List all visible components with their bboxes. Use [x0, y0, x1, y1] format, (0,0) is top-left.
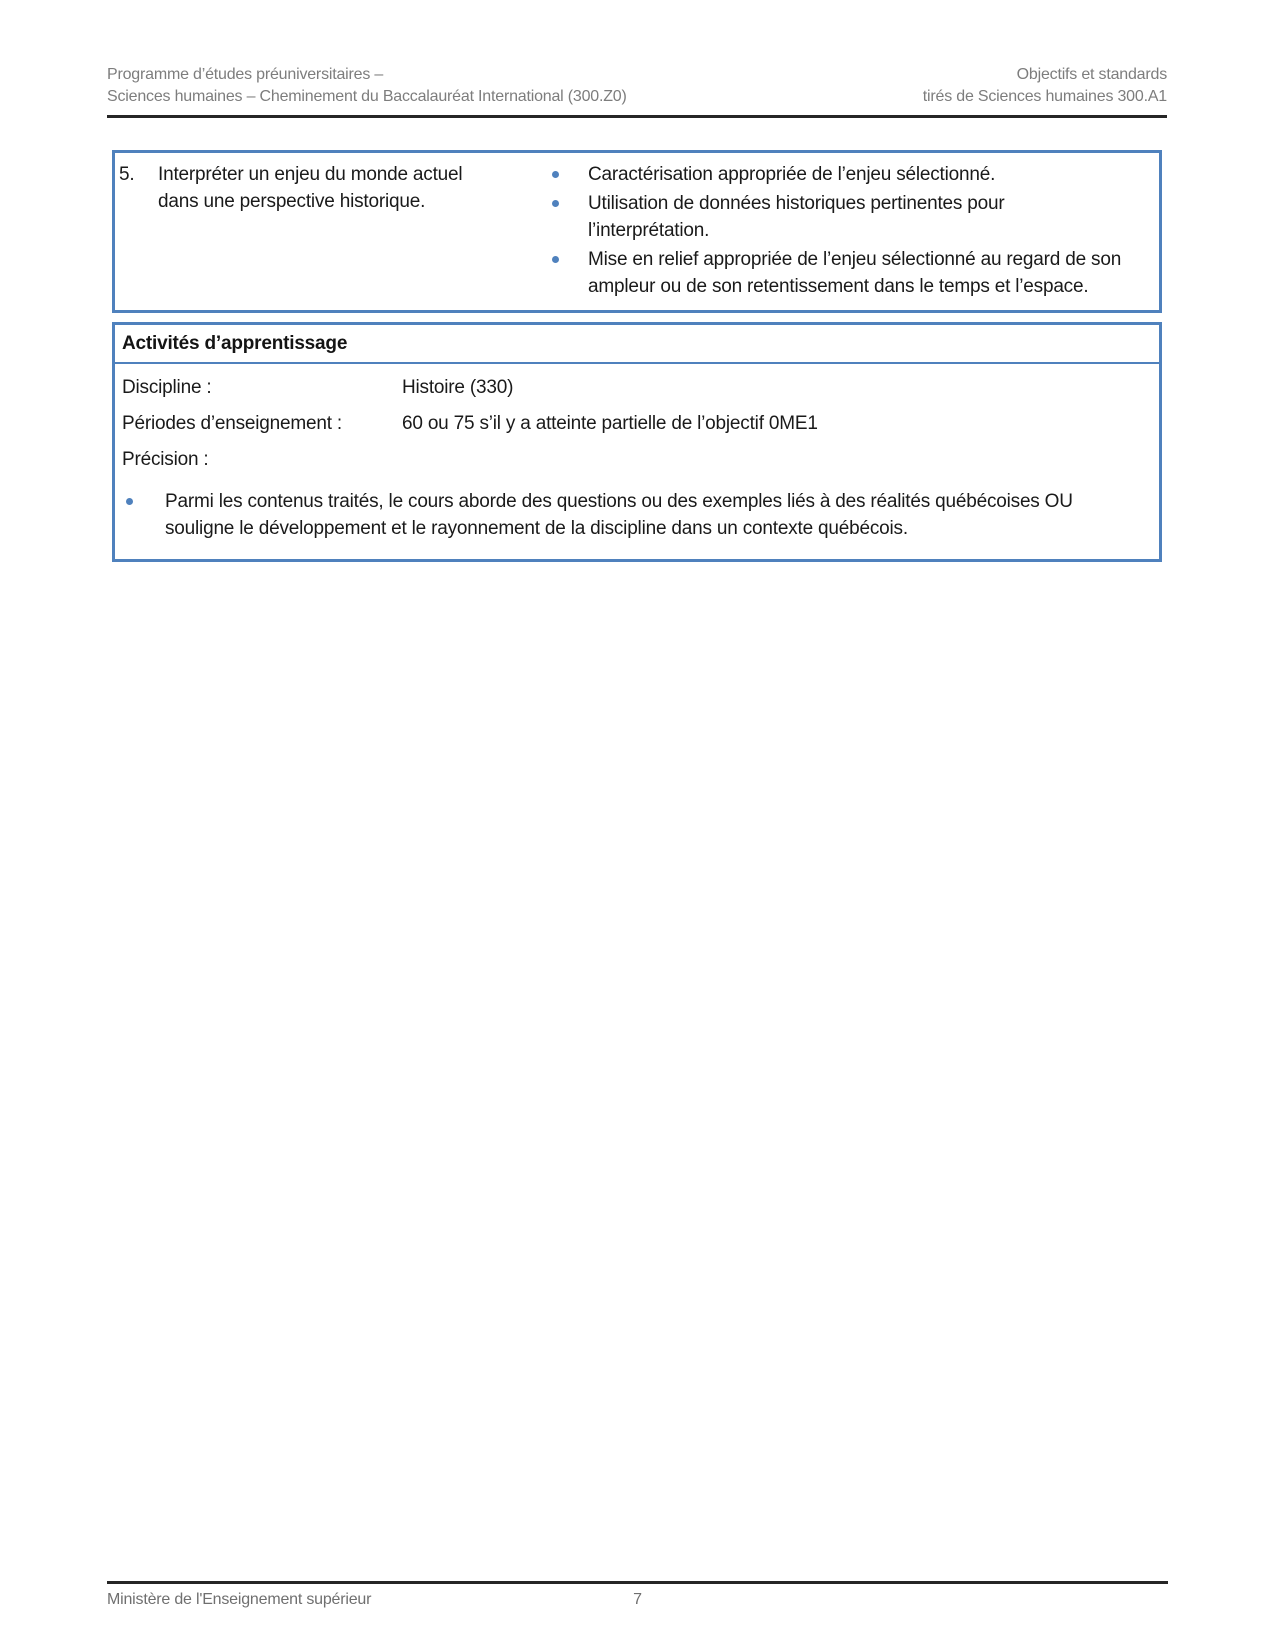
bullet-icon — [552, 171, 559, 178]
field-value: 60 ou 75 s’il y a atteinte partielle de l’objectif 0ME1 — [402, 413, 818, 434]
field-value — [402, 449, 1141, 471]
criterion-item — [552, 190, 1149, 244]
criterion-text: Caractérisation appropriée de l’enjeu sélectionné. — [588, 164, 996, 185]
activities-table — [112, 322, 1162, 562]
field-label: Discipline : — [122, 377, 212, 398]
page-header — [107, 64, 1167, 118]
activities-body — [115, 364, 1159, 559]
header-left-line-1: Programme d’études préuniversitaires – — [107, 66, 384, 83]
page-content — [112, 150, 1162, 562]
objective-number: 5. — [119, 164, 135, 185]
footer-page-number: 7 — [633, 1591, 642, 1608]
criterion-item — [552, 246, 1149, 300]
field-row-periodes — [122, 413, 1141, 435]
page-footer — [107, 1581, 1168, 1610]
bullet-icon — [552, 256, 559, 263]
footer-inner — [107, 1590, 1168, 1610]
header-right-line-1: Objectifs et standards — [1016, 66, 1167, 83]
field-label: Précision : — [122, 449, 209, 470]
bullet-icon — [552, 200, 559, 207]
criterion-item — [552, 161, 1149, 188]
criteria-list — [552, 161, 1149, 302]
header-right-block — [923, 64, 1167, 108]
field-value: Histoire (330) — [402, 377, 514, 398]
header-left-block — [107, 64, 627, 108]
objective-text: Interpréter un enjeu du monde actuel dans une perspective historique. — [158, 164, 463, 212]
field-label: Périodes d’enseignement : — [122, 413, 342, 434]
bullet-icon — [126, 498, 133, 505]
activities-title: Activités d’apprentissage — [115, 325, 1159, 364]
header-left-line-2: Sciences humaines – Cheminement du Baccalauréat International (300.Z0) — [107, 88, 627, 105]
objective-table — [112, 150, 1162, 313]
footer-ministry: Ministère de l'Enseignement supérieur — [107, 1591, 372, 1608]
objective-cell — [115, 161, 552, 302]
precision-text: Parmi les contenus traités, le cours aborde des questions ou des exemples liés à des réalités québécoises OU souligne le développement et le rayonnement de la discipline dans un contexte québécois. — [165, 491, 1073, 539]
precision-bullet-item — [122, 488, 1141, 542]
field-row-discipline — [122, 377, 1141, 399]
criterion-text: Utilisation de données historiques pertinentes pour l’interprétation. — [588, 193, 1005, 241]
criterion-text: Mise en relief appropriée de l’enjeu sélectionné au regard de son ampleur ou de son retentissement dans le temps et l’espace. — [588, 249, 1122, 297]
field-row-precision — [122, 449, 1141, 471]
header-right-line-2: tirés de Sciences humaines 300.A1 — [922, 88, 1167, 105]
